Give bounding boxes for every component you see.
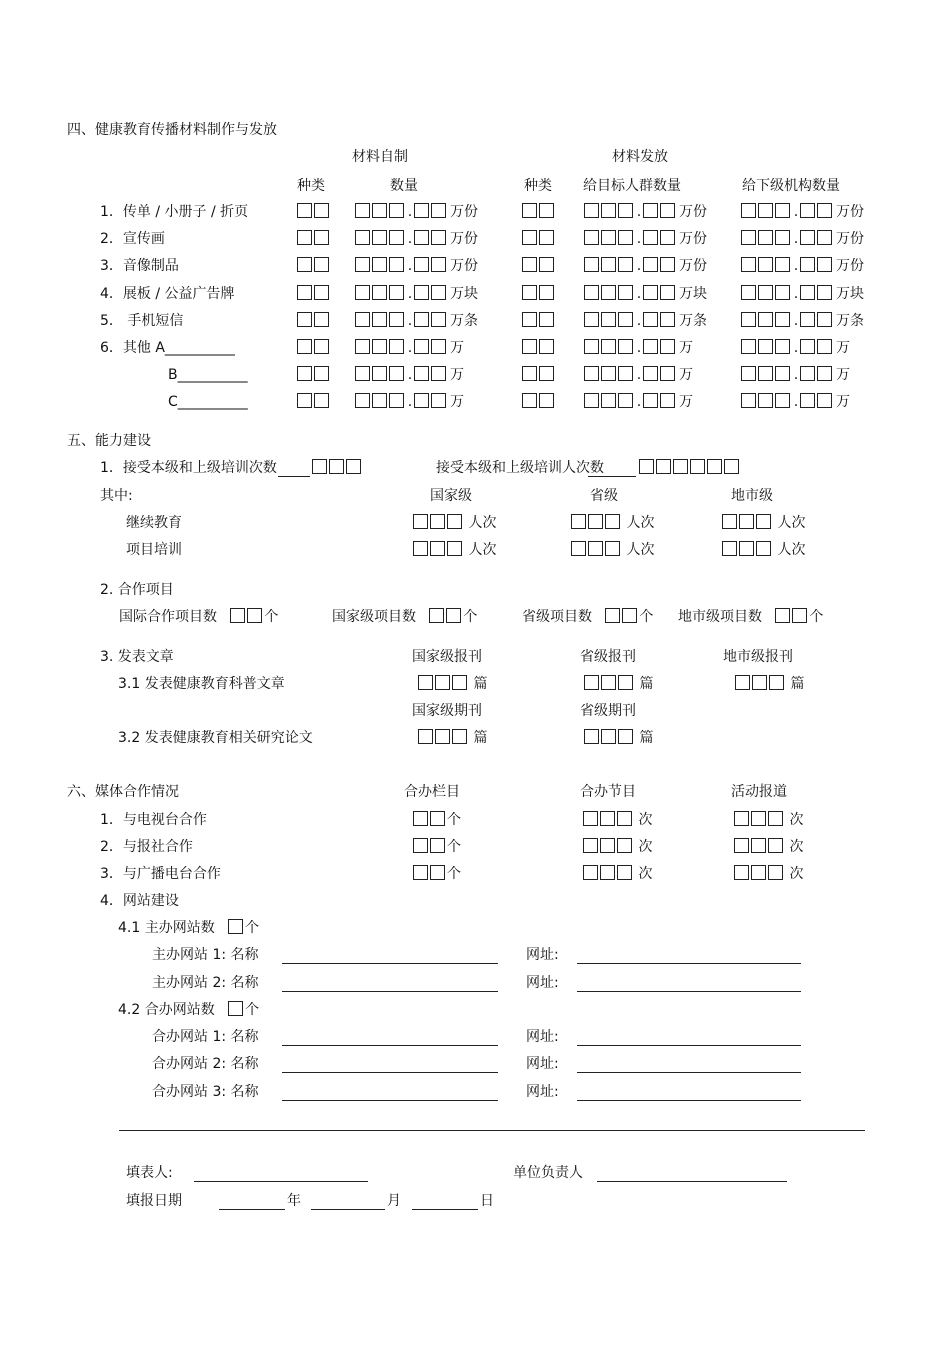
website-building-label: 4．网站建设 <box>100 893 179 909</box>
training-city-boxes[interactable]: 人次 <box>722 514 805 532</box>
provincial-paper-label: 省级报刊 <box>580 649 636 665</box>
publications-title: 3. 发表文章 <box>100 649 174 665</box>
training-provincial-boxes[interactable]: 人次 <box>571 541 654 559</box>
target-quantity-boxes[interactable]: . 万块 <box>584 285 707 303</box>
research-papers-label: 3.2 发表健康教育相关研究论文 <box>118 730 313 746</box>
science-articles-provincial[interactable]: 篇 <box>584 675 653 693</box>
self-quantity-boxes[interactable]: . 万 <box>355 393 464 411</box>
hosted-site-2-name-line[interactable] <box>282 991 498 992</box>
self-type-boxes[interactable] <box>297 257 331 275</box>
subordinate-quantity-boxes[interactable]: . 万份 <box>741 203 864 221</box>
material-row-label: 4．展板 / 公益广告牌 <box>100 286 235 302</box>
training-national-boxes[interactable]: 人次 <box>413 514 496 532</box>
subordinate-quantity-boxes[interactable]: . 万条 <box>741 312 864 330</box>
target-quantity-boxes[interactable]: . 万份 <box>584 257 707 275</box>
month-line[interactable] <box>311 1209 385 1210</box>
national-paper-label: 国家级报刊 <box>412 649 482 665</box>
target-quantity-boxes[interactable]: . 万 <box>584 339 693 357</box>
dist-type-boxes[interactable] <box>522 312 556 330</box>
provincial-journal-label: 省级期刊 <box>580 703 636 719</box>
hosted-site-2-url-line[interactable] <box>577 991 801 992</box>
co-site-2-name-line[interactable] <box>282 1072 498 1073</box>
co-sites-count[interactable]: 4.2 合办网站数 个 <box>118 1002 260 1018</box>
col-target-quantity: 给目标人群数量 <box>583 178 681 194</box>
training-count-boxes[interactable] <box>312 459 363 477</box>
cooperation-projects-title: 2. 合作项目 <box>100 582 174 598</box>
continuing-education-label: 继续教育 <box>126 515 182 531</box>
self-type-boxes[interactable] <box>297 366 331 384</box>
material-row-label: 3．音像制品 <box>100 258 179 274</box>
tv-cooperation-label: 1．与电视台合作 <box>100 812 207 828</box>
research-papers-national[interactable]: 篇 <box>418 729 487 747</box>
subordinate-quantity-boxes[interactable]: . 万份 <box>741 257 864 275</box>
target-quantity-boxes[interactable]: . 万 <box>584 366 693 384</box>
science-articles-label: 3.1 发表健康教育科普文章 <box>118 676 285 692</box>
co-site-1-url-line[interactable] <box>577 1045 801 1046</box>
target-quantity-boxes[interactable]: . 万 <box>584 393 693 411</box>
self-quantity-boxes[interactable]: . 万 <box>355 339 464 357</box>
col-quantity: 数量 <box>390 178 418 194</box>
co-site-3-name-line[interactable] <box>282 1100 498 1101</box>
co-site-1-label: 合办网站 1: 名称 <box>152 1029 259 1045</box>
subordinate-quantity-boxes[interactable]: . 万 <box>741 393 850 411</box>
self-type-boxes[interactable] <box>297 203 331 221</box>
co-site-1-name-line[interactable] <box>282 1045 498 1046</box>
training-provincial-boxes[interactable]: 人次 <box>571 514 654 532</box>
target-quantity-boxes[interactable]: . 万份 <box>584 230 707 248</box>
provincial-projects[interactable]: 省级项目数 个 <box>522 609 654 625</box>
co-site-1-url-label: 网址: <box>526 1029 559 1045</box>
col-type-self: 种类 <box>297 178 325 194</box>
target-quantity-boxes[interactable]: . 万条 <box>584 312 707 330</box>
national-journal-label: 国家级期刊 <box>412 703 482 719</box>
material-row-label: 5． 手机短信 <box>100 313 184 329</box>
leader-line[interactable] <box>597 1181 787 1182</box>
col-type-dist: 种类 <box>524 178 552 194</box>
leader-label: 单位负责人 <box>513 1165 583 1181</box>
header-material-distribute: 材料发放 <box>612 149 668 165</box>
self-quantity-boxes[interactable]: . 万条 <box>355 312 478 330</box>
intl-projects[interactable]: 国际合作项目数 个 <box>119 609 279 625</box>
self-quantity-boxes[interactable]: . 万 <box>355 366 464 384</box>
co-site-2-url-line[interactable] <box>577 1072 801 1073</box>
section5-title: 五、能力建设 <box>67 433 151 449</box>
co-site-3-url-label: 网址: <box>526 1084 559 1100</box>
dist-type-boxes[interactable] <box>522 339 556 357</box>
newspaper-cooperation-label: 2．与报社合作 <box>100 839 193 855</box>
co-site-3-label: 合办网站 3: 名称 <box>152 1084 259 1100</box>
science-articles-city[interactable]: 篇 <box>735 675 804 693</box>
dist-type-boxes[interactable] <box>522 366 556 384</box>
hosted-site-1-url-line[interactable] <box>577 963 801 964</box>
self-type-boxes[interactable] <box>297 285 331 303</box>
activity-report-boxes[interactable]: 次 <box>734 838 803 856</box>
hosted-site-2-url-label: 网址: <box>526 975 559 991</box>
self-quantity-boxes[interactable]: . 万份 <box>355 257 478 275</box>
level-provincial: 省级 <box>590 488 618 504</box>
co-site-2-url-label: 网址: <box>526 1056 559 1072</box>
self-quantity-boxes[interactable]: . 万块 <box>355 285 478 303</box>
dist-type-boxes[interactable] <box>522 393 556 411</box>
subordinate-quantity-boxes[interactable]: . 万 <box>741 339 850 357</box>
hosted-site-1-label: 主办网站 1: 名称 <box>152 947 259 963</box>
co-site-2-label: 合办网站 2: 名称 <box>152 1056 259 1072</box>
col-subordinate-quantity: 给下级机构数量 <box>742 178 840 194</box>
filler-line[interactable] <box>194 1181 368 1182</box>
city-paper-label: 地市级报刊 <box>723 649 793 665</box>
day-label: 日 <box>480 1193 494 1209</box>
self-type-boxes[interactable] <box>297 312 331 330</box>
filler-label: 填表人: <box>126 1165 173 1181</box>
joint-column-boxes[interactable]: 个 <box>413 811 461 829</box>
training-city-boxes[interactable]: 人次 <box>722 541 805 559</box>
training-national-boxes[interactable]: 人次 <box>413 541 496 559</box>
section6-title: 六、媒体合作情况 <box>67 784 179 800</box>
dist-type-boxes[interactable] <box>522 230 556 248</box>
material-row-label: C__________ <box>168 394 248 410</box>
joint-program-boxes[interactable]: 次 <box>583 865 652 883</box>
national-projects[interactable]: 国家级项目数 个 <box>332 609 478 625</box>
city-projects[interactable]: 地市级项目数 个 <box>678 609 824 625</box>
training-persons-label: 接受本级和上级培训人次数 <box>436 460 604 476</box>
year-line[interactable] <box>219 1209 285 1210</box>
col-joint-column: 合办栏目 <box>404 784 460 800</box>
col-joint-program: 合办节目 <box>580 784 636 800</box>
header-material-self: 材料自制 <box>352 149 408 165</box>
self-type-boxes[interactable] <box>297 230 331 248</box>
section4-title: 四、健康教育传播材料制作与发放 <box>67 122 277 138</box>
level-city: 地市级 <box>731 488 773 504</box>
joint-program-boxes[interactable]: 次 <box>583 838 652 856</box>
dist-type-boxes[interactable] <box>522 257 556 275</box>
training-count-label: 1．接受本级和上级培训次数 <box>100 460 277 476</box>
training-persons-boxes[interactable] <box>639 459 741 477</box>
hosted-site-1-url-label: 网址: <box>526 947 559 963</box>
science-articles-national[interactable]: 篇 <box>418 675 487 693</box>
among-label: 其中: <box>100 488 133 504</box>
joint-program-boxes[interactable]: 次 <box>583 811 652 829</box>
col-activity-report: 活动报道 <box>731 784 787 800</box>
self-quantity-boxes[interactable]: . 万份 <box>355 203 478 221</box>
self-type-boxes[interactable] <box>297 393 331 411</box>
co-site-3-url-line[interactable] <box>577 1100 801 1101</box>
hosted-site-1-name-line[interactable] <box>282 963 498 964</box>
material-row-label: 2．宣传画 <box>100 231 165 247</box>
joint-column-boxes[interactable]: 个 <box>413 865 461 883</box>
activity-report-boxes[interactable]: 次 <box>734 865 803 883</box>
material-row-label: 6．其他 A__________ <box>100 340 235 356</box>
material-row-label: 1．传单 / 小册子 / 折页 <box>100 204 249 220</box>
day-line[interactable] <box>412 1209 478 1210</box>
project-training-label: 项目培训 <box>126 542 182 558</box>
subordinate-quantity-boxes[interactable]: . 万块 <box>741 285 864 303</box>
target-quantity-boxes[interactable]: . 万份 <box>584 203 707 221</box>
dist-type-boxes[interactable] <box>522 285 556 303</box>
activity-report-boxes[interactable]: 次 <box>734 811 803 829</box>
hosted-site-2-label: 主办网站 2: 名称 <box>152 975 259 991</box>
self-type-boxes[interactable] <box>297 339 331 357</box>
research-papers-provincial[interactable]: 篇 <box>584 729 653 747</box>
radio-cooperation-label: 3．与广播电台合作 <box>100 866 221 882</box>
date-label: 填报日期 <box>126 1193 182 1209</box>
year-label: 年 <box>287 1193 301 1209</box>
level-national: 国家级 <box>430 488 472 504</box>
dist-type-boxes[interactable] <box>522 203 556 221</box>
material-row-label: B__________ <box>168 367 248 383</box>
hosted-sites-count[interactable]: 4.1 主办网站数 个 <box>118 920 260 936</box>
self-quantity-boxes[interactable]: . 万份 <box>355 230 478 248</box>
separator-line <box>119 1130 865 1131</box>
subordinate-quantity-boxes[interactable]: . 万 <box>741 366 850 384</box>
subordinate-quantity-boxes[interactable]: . 万份 <box>741 230 864 248</box>
joint-column-boxes[interactable]: 个 <box>413 838 461 856</box>
month-label: 月 <box>387 1193 401 1209</box>
